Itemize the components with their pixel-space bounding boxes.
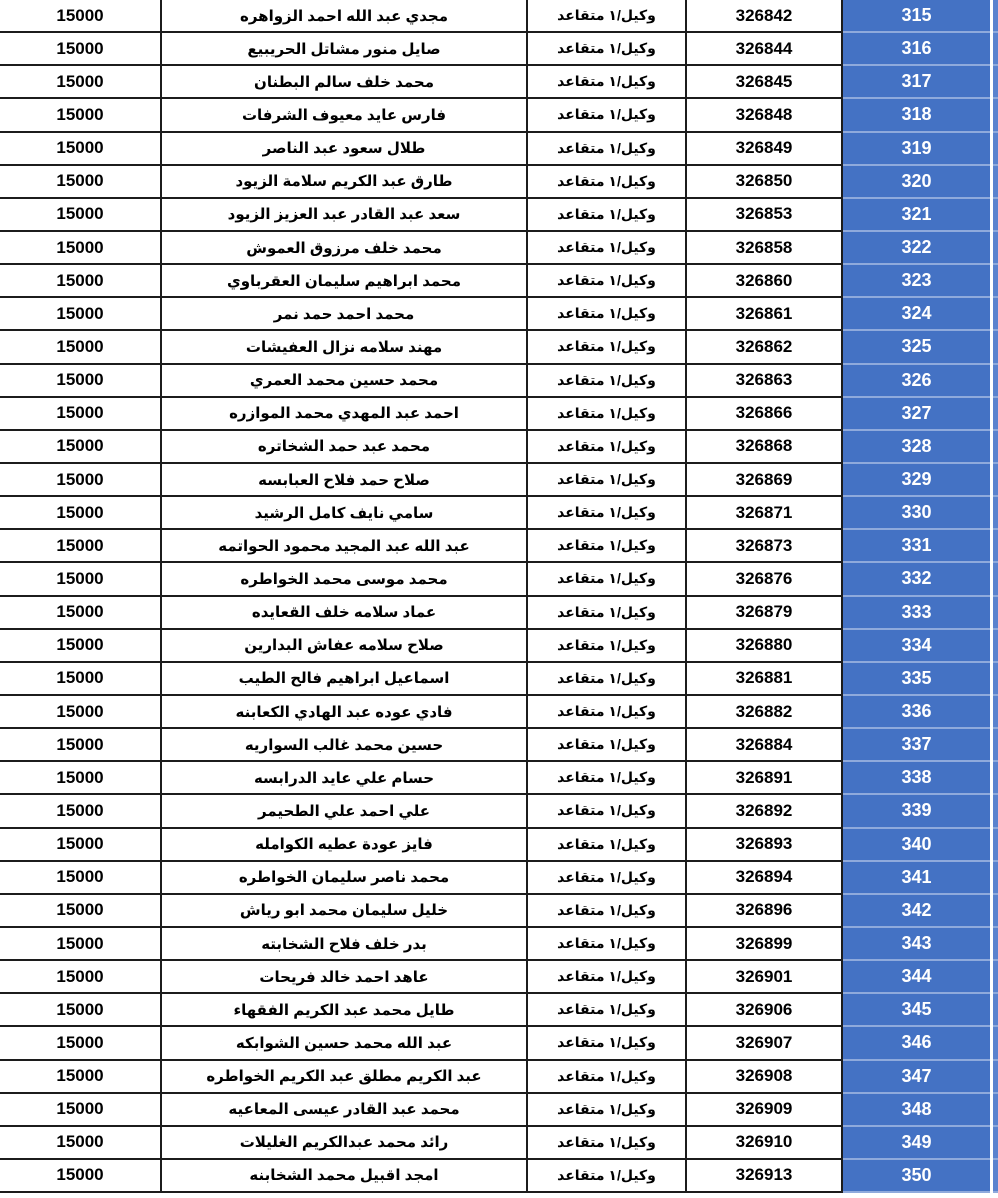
table-row xyxy=(0,696,998,729)
serial-number-cell: 315 xyxy=(843,0,990,33)
serial-number-cell: 338 xyxy=(843,762,990,795)
right-edge-strip xyxy=(993,497,998,530)
id-number-cell: 326910 xyxy=(687,1127,843,1160)
amount-cell: 15000 xyxy=(0,895,162,928)
right-edge-strip xyxy=(993,398,998,431)
amount-cell: 15000 xyxy=(0,762,162,795)
serial-number-cell: 332 xyxy=(843,563,990,596)
name-cell: علي احمد علي الطحيمر xyxy=(162,795,528,828)
serial-number-cell: 317 xyxy=(843,66,990,99)
right-edge-strip xyxy=(993,0,998,33)
serial-number-cell: 327 xyxy=(843,398,990,431)
id-number-cell: 326842 xyxy=(687,0,843,33)
serial-number-cell: 334 xyxy=(843,630,990,663)
right-edge-strip xyxy=(993,862,998,895)
amount-cell: 15000 xyxy=(0,862,162,895)
table-row xyxy=(0,265,998,298)
table-row xyxy=(0,1027,998,1060)
name-cell: صايل منور مشاتل الحريبيع xyxy=(162,33,528,66)
rank-cell: وكيل/١ متقاعد xyxy=(528,630,687,663)
name-cell: سعد عبد القادر عبد العزيز الزيود xyxy=(162,199,528,232)
table-row xyxy=(0,928,998,961)
table-row xyxy=(0,66,998,99)
serial-number-cell: 318 xyxy=(843,99,990,132)
serial-number-cell: 321 xyxy=(843,199,990,232)
serial-number-cell: 328 xyxy=(843,431,990,464)
right-edge-strip xyxy=(993,630,998,663)
amount-cell: 15000 xyxy=(0,597,162,630)
table-row xyxy=(0,1061,998,1094)
serial-number-cell: 340 xyxy=(843,829,990,862)
right-edge-strip xyxy=(993,232,998,265)
amount-cell: 15000 xyxy=(0,1127,162,1160)
name-cell: امجد اقبيل محمد الشخابنه xyxy=(162,1160,528,1193)
id-number-cell: 326866 xyxy=(687,398,843,431)
amount-cell: 15000 xyxy=(0,166,162,199)
table-row xyxy=(0,0,998,33)
serial-number-cell: 322 xyxy=(843,232,990,265)
id-number-cell: 326850 xyxy=(687,166,843,199)
rank-cell: وكيل/١ متقاعد xyxy=(528,398,687,431)
rank-cell: وكيل/١ متقاعد xyxy=(528,331,687,364)
table-row xyxy=(0,166,998,199)
amount-cell: 15000 xyxy=(0,66,162,99)
name-cell: محمد حسين محمد العمري xyxy=(162,365,528,398)
name-cell: محمد عبد القادر عيسى المعاعيه xyxy=(162,1094,528,1127)
rank-cell: وكيل/١ متقاعد xyxy=(528,895,687,928)
id-number-cell: 326844 xyxy=(687,33,843,66)
id-number-cell: 326913 xyxy=(687,1160,843,1193)
name-cell: رائد محمد عبدالكريم الغليلات xyxy=(162,1127,528,1160)
name-cell: بدر خلف فلاح الشخابته xyxy=(162,928,528,961)
table-row xyxy=(0,663,998,696)
rank-cell: وكيل/١ متقاعد xyxy=(528,1127,687,1160)
serial-number-cell: 333 xyxy=(843,597,990,630)
right-edge-strip xyxy=(993,762,998,795)
amount-cell: 15000 xyxy=(0,232,162,265)
amount-cell: 15000 xyxy=(0,696,162,729)
rank-cell: وكيل/١ متقاعد xyxy=(528,265,687,298)
right-edge-strip xyxy=(993,530,998,563)
id-number-cell: 326876 xyxy=(687,563,843,596)
right-edge-strip xyxy=(993,66,998,99)
right-edge-strip xyxy=(993,829,998,862)
rank-cell: وكيل/١ متقاعد xyxy=(528,133,687,166)
id-number-cell: 326884 xyxy=(687,729,843,762)
amount-cell: 15000 xyxy=(0,530,162,563)
serial-number-cell: 330 xyxy=(843,497,990,530)
rank-cell: وكيل/١ متقاعد xyxy=(528,199,687,232)
rank-cell: وكيل/١ متقاعد xyxy=(528,232,687,265)
serial-number-cell: 326 xyxy=(843,365,990,398)
name-cell: صلاح حمد فلاح العبابسه xyxy=(162,464,528,497)
right-edge-strip xyxy=(993,365,998,398)
rank-cell: وكيل/١ متقاعد xyxy=(528,597,687,630)
name-cell: عاهد احمد خالد فريحات xyxy=(162,961,528,994)
name-cell: فادي عوده عبد الهادي الكعابنه xyxy=(162,696,528,729)
name-cell: محمد ناصر سليمان الخواطره xyxy=(162,862,528,895)
serial-number-cell: 320 xyxy=(843,166,990,199)
serial-number-cell: 345 xyxy=(843,994,990,1027)
right-edge-strip xyxy=(993,663,998,696)
right-edge-strip xyxy=(993,928,998,961)
amount-cell: 15000 xyxy=(0,199,162,232)
table-row xyxy=(0,232,998,265)
rank-cell: وكيل/١ متقاعد xyxy=(528,464,687,497)
serial-number-cell: 336 xyxy=(843,696,990,729)
id-number-cell: 326879 xyxy=(687,597,843,630)
id-number-cell: 326882 xyxy=(687,696,843,729)
id-number-cell: 326869 xyxy=(687,464,843,497)
name-cell: اسماعيل ابراهيم فالح الطيب xyxy=(162,663,528,696)
name-cell: محمد خلف سالم البطنان xyxy=(162,66,528,99)
serial-number-cell: 335 xyxy=(843,663,990,696)
table-row xyxy=(0,298,998,331)
name-cell: محمد عبد حمد الشخاتره xyxy=(162,431,528,464)
table-row xyxy=(0,1160,998,1193)
table-row xyxy=(0,795,998,828)
serial-number-cell: 342 xyxy=(843,895,990,928)
table-row xyxy=(0,464,998,497)
right-edge-strip xyxy=(993,33,998,66)
rank-cell: وكيل/١ متقاعد xyxy=(528,563,687,596)
rank-cell: وكيل/١ متقاعد xyxy=(528,795,687,828)
amount-cell: 15000 xyxy=(0,795,162,828)
table-row xyxy=(0,563,998,596)
amount-cell: 15000 xyxy=(0,1094,162,1127)
rank-cell: وكيل/١ متقاعد xyxy=(528,431,687,464)
name-cell: خليل سليمان محمد ابو رياش xyxy=(162,895,528,928)
rank-cell: وكيل/١ متقاعد xyxy=(528,66,687,99)
amount-cell: 15000 xyxy=(0,0,162,33)
name-cell: عبد الله محمد حسين الشوابكه xyxy=(162,1027,528,1060)
rank-cell: وكيل/١ متقاعد xyxy=(528,298,687,331)
table-row xyxy=(0,630,998,663)
id-number-cell: 326858 xyxy=(687,232,843,265)
table-row xyxy=(0,1127,998,1160)
amount-cell: 15000 xyxy=(0,331,162,364)
right-edge-strip xyxy=(993,1027,998,1060)
right-edge-strip xyxy=(993,729,998,762)
amount-cell: 15000 xyxy=(0,431,162,464)
serial-number-cell: 347 xyxy=(843,1061,990,1094)
rank-cell: وكيل/١ متقاعد xyxy=(528,696,687,729)
serial-number-cell: 325 xyxy=(843,331,990,364)
bottom-margin xyxy=(0,1193,998,1198)
amount-cell: 15000 xyxy=(0,1160,162,1193)
amount-cell: 15000 xyxy=(0,563,162,596)
id-number-cell: 326849 xyxy=(687,133,843,166)
name-cell: احمد عبد المهدي محمد الموازره xyxy=(162,398,528,431)
table-row xyxy=(0,829,998,862)
right-edge-strip xyxy=(993,961,998,994)
serial-number-cell: 350 xyxy=(843,1160,990,1193)
id-number-cell: 326891 xyxy=(687,762,843,795)
rank-cell: وكيل/١ متقاعد xyxy=(528,862,687,895)
serial-number-cell: 337 xyxy=(843,729,990,762)
amount-cell: 15000 xyxy=(0,99,162,132)
serial-number-cell: 331 xyxy=(843,530,990,563)
right-edge-strip xyxy=(993,597,998,630)
id-number-cell: 326861 xyxy=(687,298,843,331)
amount-cell: 15000 xyxy=(0,298,162,331)
name-cell: مجدي عبد الله احمد الزواهره xyxy=(162,0,528,33)
id-number-cell: 326899 xyxy=(687,928,843,961)
rank-cell: وكيل/١ متقاعد xyxy=(528,166,687,199)
rank-cell: وكيل/١ متقاعد xyxy=(528,497,687,530)
rank-cell: وكيل/١ متقاعد xyxy=(528,1094,687,1127)
serial-number-cell: 329 xyxy=(843,464,990,497)
right-edge-strip xyxy=(993,563,998,596)
rank-cell: وكيل/١ متقاعد xyxy=(528,99,687,132)
serial-number-cell: 339 xyxy=(843,795,990,828)
name-cell: طايل محمد عبد الكريم الفقهاء xyxy=(162,994,528,1027)
amount-cell: 15000 xyxy=(0,961,162,994)
name-cell: فايز عودة عطيه الكوامله xyxy=(162,829,528,862)
right-edge-strip xyxy=(993,795,998,828)
name-cell: عبد الكريم مطلق عبد الكريم الخواطره xyxy=(162,1061,528,1094)
id-number-cell: 326848 xyxy=(687,99,843,132)
right-edge-strip xyxy=(993,166,998,199)
table-row xyxy=(0,895,998,928)
right-edge-strip xyxy=(993,1094,998,1127)
rank-cell: وكيل/١ متقاعد xyxy=(528,0,687,33)
table-row xyxy=(0,862,998,895)
amount-cell: 15000 xyxy=(0,1061,162,1094)
rank-cell: وكيل/١ متقاعد xyxy=(528,33,687,66)
table-row xyxy=(0,431,998,464)
table-row xyxy=(0,961,998,994)
id-number-cell: 326845 xyxy=(687,66,843,99)
serial-number-cell: 319 xyxy=(843,133,990,166)
table-row xyxy=(0,597,998,630)
name-cell: صلاح سلامه عفاش البدارين xyxy=(162,630,528,663)
amount-cell: 15000 xyxy=(0,994,162,1027)
right-edge-strip xyxy=(993,464,998,497)
table-row xyxy=(0,497,998,530)
right-edge-strip xyxy=(993,1061,998,1094)
id-number-cell: 326873 xyxy=(687,530,843,563)
amount-cell: 15000 xyxy=(0,729,162,762)
rank-cell: وكيل/١ متقاعد xyxy=(528,961,687,994)
right-edge-strip xyxy=(993,1160,998,1193)
right-edge-strip xyxy=(993,994,998,1027)
name-cell: مهند سلامه نزال العفيشات xyxy=(162,331,528,364)
id-number-cell: 326860 xyxy=(687,265,843,298)
table-row xyxy=(0,994,998,1027)
name-cell: محمد موسى محمد الخواطره xyxy=(162,563,528,596)
serial-number-cell: 348 xyxy=(843,1094,990,1127)
name-cell: سامي نايف كامل الرشيد xyxy=(162,497,528,530)
name-cell: عماد سلامه خلف القعايده xyxy=(162,597,528,630)
right-edge-strip xyxy=(993,133,998,166)
table-row xyxy=(0,762,998,795)
right-edge-strip xyxy=(993,99,998,132)
rank-cell: وكيل/١ متقاعد xyxy=(528,729,687,762)
table-row xyxy=(0,530,998,563)
amount-cell: 15000 xyxy=(0,464,162,497)
rank-cell: وكيل/١ متقاعد xyxy=(528,994,687,1027)
rank-cell: وكيل/١ متقاعد xyxy=(528,663,687,696)
right-edge-strip xyxy=(993,1127,998,1160)
serial-number-cell: 324 xyxy=(843,298,990,331)
table-row xyxy=(0,398,998,431)
amount-cell: 15000 xyxy=(0,497,162,530)
id-number-cell: 326908 xyxy=(687,1061,843,1094)
id-number-cell: 326894 xyxy=(687,862,843,895)
name-cell: حسام علي عايد الدرابسه xyxy=(162,762,528,795)
table-row xyxy=(0,33,998,66)
amount-cell: 15000 xyxy=(0,365,162,398)
serial-number-cell: 349 xyxy=(843,1127,990,1160)
table-row xyxy=(0,133,998,166)
right-edge-strip xyxy=(993,331,998,364)
name-cell: طلال سعود عبد الناصر xyxy=(162,133,528,166)
rank-cell: وكيل/١ متقاعد xyxy=(528,365,687,398)
rank-cell: وكيل/١ متقاعد xyxy=(528,1027,687,1060)
amount-cell: 15000 xyxy=(0,265,162,298)
amount-cell: 15000 xyxy=(0,829,162,862)
serial-number-cell: 316 xyxy=(843,33,990,66)
amount-cell: 15000 xyxy=(0,398,162,431)
id-number-cell: 326871 xyxy=(687,497,843,530)
rank-cell: وكيل/١ متقاعد xyxy=(528,1061,687,1094)
right-edge-strip xyxy=(993,199,998,232)
serial-number-cell: 341 xyxy=(843,862,990,895)
table-row xyxy=(0,729,998,762)
serial-number-cell: 344 xyxy=(843,961,990,994)
id-number-cell: 326901 xyxy=(687,961,843,994)
id-number-cell: 326906 xyxy=(687,994,843,1027)
name-cell: محمد ابراهيم سليمان العقرباوي xyxy=(162,265,528,298)
rank-cell: وكيل/١ متقاعد xyxy=(528,928,687,961)
id-number-cell: 326893 xyxy=(687,829,843,862)
serial-number-cell: 346 xyxy=(843,1027,990,1060)
amount-cell: 15000 xyxy=(0,1027,162,1060)
id-number-cell: 326907 xyxy=(687,1027,843,1060)
right-edge-strip xyxy=(993,696,998,729)
name-cell: محمد احمد حمد نمر xyxy=(162,298,528,331)
amount-cell: 15000 xyxy=(0,928,162,961)
rank-cell: وكيل/١ متقاعد xyxy=(528,530,687,563)
amount-cell: 15000 xyxy=(0,33,162,66)
right-edge-strip xyxy=(993,265,998,298)
id-number-cell: 326896 xyxy=(687,895,843,928)
id-number-cell: 326892 xyxy=(687,795,843,828)
id-number-cell: 326881 xyxy=(687,663,843,696)
id-number-cell: 326880 xyxy=(687,630,843,663)
name-cell: طارق عبد الكريم سلامة الزيود xyxy=(162,166,528,199)
id-number-cell: 326909 xyxy=(687,1094,843,1127)
name-cell: حسين محمد غالب السواريه xyxy=(162,729,528,762)
amount-cell: 15000 xyxy=(0,663,162,696)
id-number-cell: 326863 xyxy=(687,365,843,398)
rank-cell: وكيل/١ متقاعد xyxy=(528,762,687,795)
table-row xyxy=(0,1094,998,1127)
rank-cell: وكيل/١ متقاعد xyxy=(528,829,687,862)
name-cell: عبد الله عبد المجيد محمود الحواتمه xyxy=(162,530,528,563)
rank-cell: وكيل/١ متقاعد xyxy=(528,1160,687,1193)
amount-cell: 15000 xyxy=(0,133,162,166)
table-row xyxy=(0,365,998,398)
table-row xyxy=(0,331,998,364)
table-row xyxy=(0,199,998,232)
serial-number-cell: 343 xyxy=(843,928,990,961)
right-edge-strip xyxy=(993,298,998,331)
id-number-cell: 326853 xyxy=(687,199,843,232)
amount-cell: 15000 xyxy=(0,630,162,663)
id-number-cell: 326862 xyxy=(687,331,843,364)
right-edge-strip xyxy=(993,431,998,464)
serial-number-cell: 323 xyxy=(843,265,990,298)
name-cell: فارس عايد معيوف الشرفات xyxy=(162,99,528,132)
name-cell: محمد خلف مرزوق العموش xyxy=(162,232,528,265)
table-row xyxy=(0,99,998,132)
id-number-cell: 326868 xyxy=(687,431,843,464)
right-edge-strip xyxy=(993,895,998,928)
